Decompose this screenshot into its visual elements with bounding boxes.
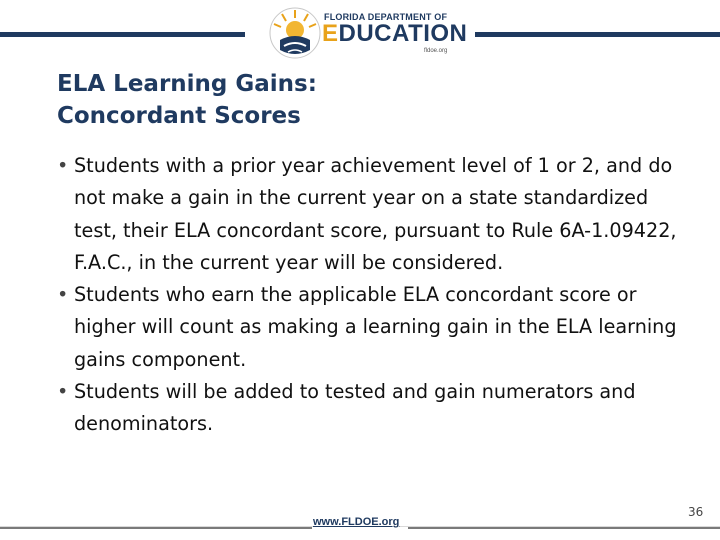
slide-title-line2: Concordant Scores — [57, 103, 301, 129]
slide-title — [57, 68, 557, 132]
bullet-marker: • — [57, 154, 69, 177]
slide-title-line1: ELA Learning Gains: — [57, 71, 317, 97]
bullet-marker: • — [57, 380, 69, 404]
bullet-item — [57, 279, 677, 376]
logo-text-education-lead: E — [322, 20, 339, 47]
sun-shield-emblem-icon — [268, 6, 322, 60]
page-number: 36 — [688, 505, 704, 519]
logo-text-domain: fldoe.org — [424, 48, 448, 54]
fldoe-website-link[interactable]: www.FLDOE.org — [313, 516, 400, 528]
logo-text-education-rest: DUCATION — [338, 20, 468, 47]
bullet-marker: • — [57, 283, 69, 307]
bullet-list — [57, 150, 677, 441]
fldoe-logo[interactable] — [264, 4, 468, 62]
bullet-item — [57, 376, 677, 441]
header-rule-right — [475, 32, 720, 37]
footer-rule-left — [0, 527, 312, 529]
bullet-text: Students who earn the applicable ELA concordant score or higher will count as making a learning gain in the ELA learning gains component. — [74, 283, 677, 371]
bullet-item — [57, 150, 677, 279]
bullet-text: Students with a prior year achievement level of 1 or 2, and do not make a gain in the current year on a state standardized test, their ELA concordant score, pursuant to Rule 6A-1.09422, F.A.C., in the current year will be considered. — [74, 154, 677, 274]
bullet-text: Students will be added to tested and gain numerators and denominators. — [74, 380, 636, 436]
logo-text-department: FLORIDA DEPARTMENT OF — [324, 12, 448, 22]
logo-text-education — [322, 20, 467, 48]
header-rule-left — [0, 32, 245, 37]
footer-rule-right — [408, 527, 720, 529]
